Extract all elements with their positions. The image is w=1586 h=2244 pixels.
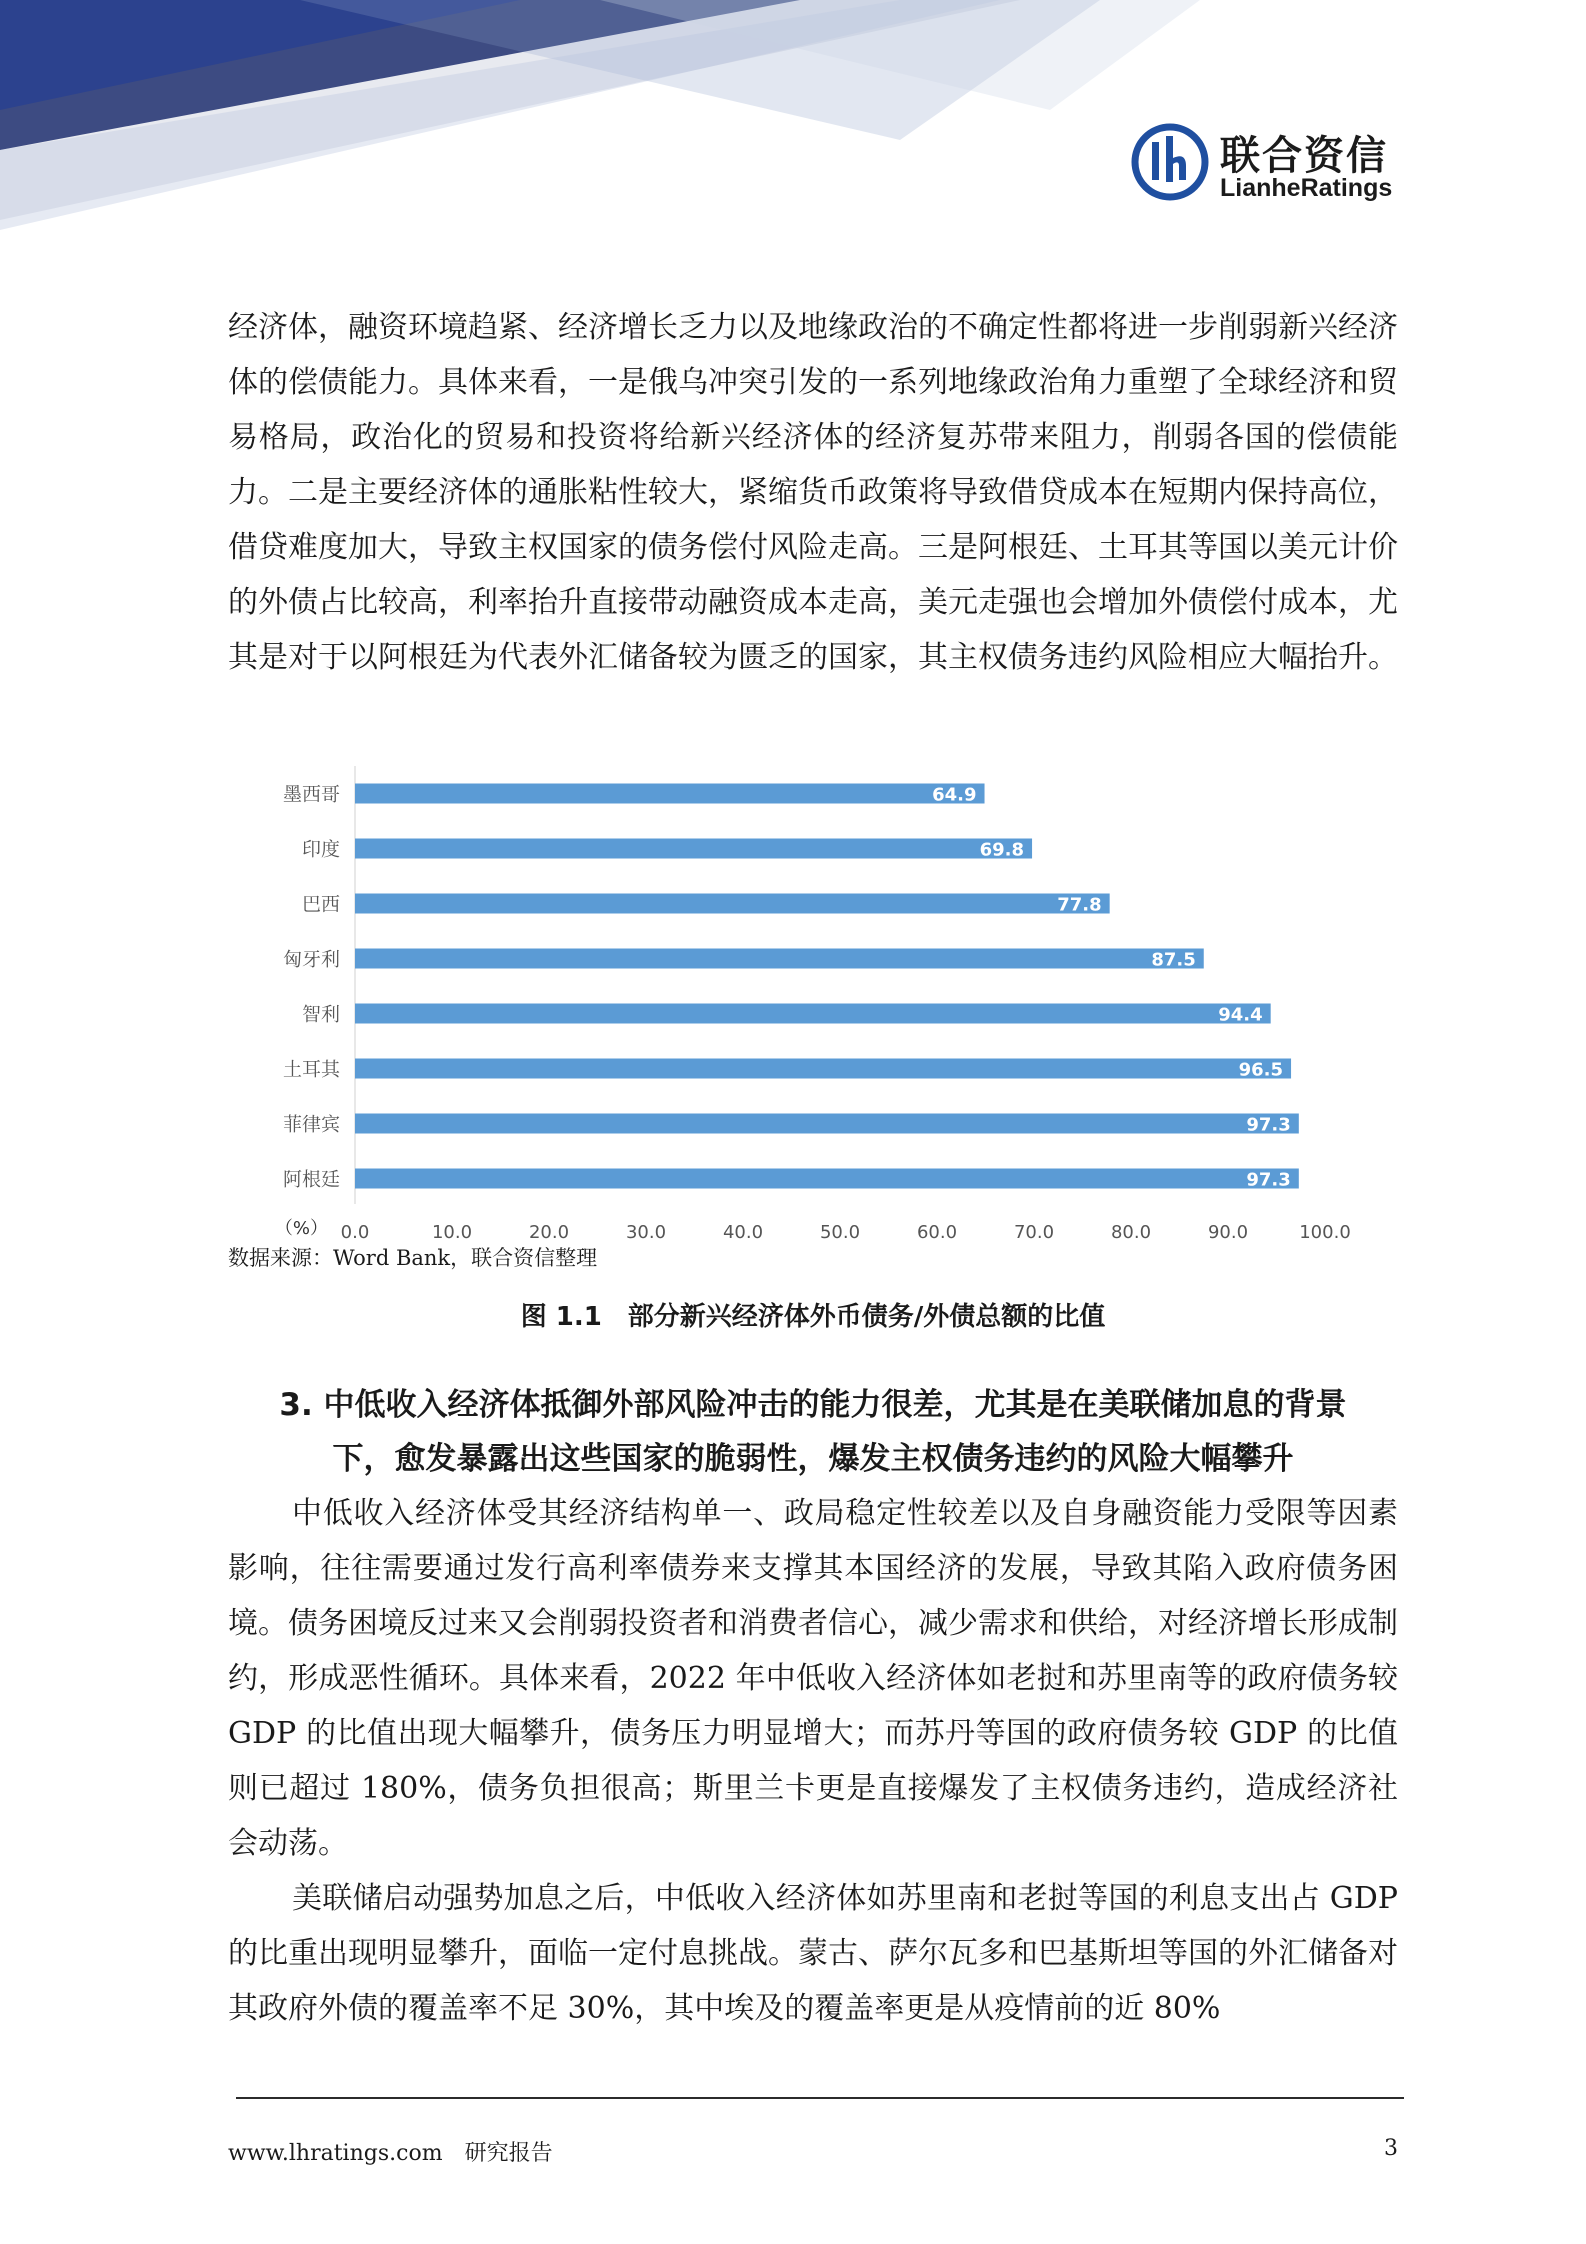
chart-category-label: 墨西哥 [282,783,340,806]
chart-category-label: 菲律宾 [282,1113,340,1136]
footer-label: 研究报告 [464,2141,553,2166]
logo-chinese-name: 联合资信 [1220,133,1388,179]
company-logo [1130,118,1420,218]
chart-x-tick-label: 60.0 [916,1222,958,1243]
section-heading-line-2: 下，愈发暴露出这些国家的脆弱性，爆发主权债务违约的风险大幅攀升 [332,1441,1294,1477]
chart-value-label: 97.3 [1246,1169,1291,1191]
chart-category-label: 巴西 [301,893,340,916]
figure-caption: 图 1.1 部分新兴经济体外币债务/外债总额的比值 [520,1302,1106,1332]
body-paragraph-1: 经济体，融资环境趋紧、经济增长乏力以及地缘政治的不确定性都将进一步削弱新兴经济体的偿债能力。具体来看，一是俄乌冲突引发的一系列地缘政治角力重塑了全球经济和贸易格局，政治化的贸易和投资将给新兴经济体的经济复苏带来阻力，削弱各国的偿债能力。二是主要经济体的通胀粘性较大，紧缩货币政策将导致借贷成本在短期内保持高位，借贷难度加大，导致主权国家的债务偿付风险走高。三是阿根廷、土耳其等国以美元计价的外债占比较高，利率抬升直接带动融资成本走高，美元走强也会增加外债偿付成本，尤其是对于以阿根廷为代表外汇储备较为匮乏的国家，其主权债务违约风险相应大幅抬升。 [228,310,1398,675]
chart-bar [355,1169,1299,1189]
chart-bars [355,784,1299,1191]
chart-bar [355,1059,1291,1079]
logo-english-name: LianheRatings [1220,174,1393,202]
chart-category-label: 智利 [301,1003,340,1026]
chart-category-label: 匈牙利 [282,948,340,971]
chart-unit-label: （%） [274,1218,328,1239]
footer-left [228,2136,575,2167]
footer-divider [236,2097,1404,2099]
footer-url-link[interactable]: www.lhratings.com [228,2141,443,2166]
chart-bar [355,839,1032,859]
chart-bar [355,1114,1299,1134]
section-heading-line-1: 3. 中低收入经济体抵御外部风险冲击的能力很差，尤其是在美联储加息的背景 [279,1387,1347,1423]
chart-x-tick-label: 20.0 [528,1222,570,1243]
chart-category-label: 阿根廷 [282,1168,340,1191]
chart-value-label: 97.3 [1246,1114,1291,1136]
chart-bar [355,949,1204,969]
chart-value-label: 69.8 [979,839,1025,861]
chart-x-tick-label: 80.0 [1110,1222,1152,1243]
data-source-note: 数据来源：Word Bank，联合资信整理 [228,1246,598,1270]
chart-x-tick-label: 70.0 [1013,1222,1055,1243]
body-paragraph-2: 中低收入经济体受其经济结构单一、政局稳定性较差以及自身融资能力受限等因素影响，往往需要通过发行高利率债券来支撑其本国经济的发展，导致其陷入政府债务困境。债务困境反过来又会削弱投资者和消费者信心，减少需求和供给，对经济增长形成制约，形成恶性循环。具体来看，2022 年中低收入经济体如老挝和苏里南等的政府债务较 GDP 的比值出现大幅攀升，债务压力明显增大；而苏丹等国的政府债务较 GDP 的比值则已超过 180%，债务负担很高；斯里兰卡更是直接爆发了主权债务违约，造成经济社会动荡。 [228,1496,1398,1861]
logo-mark-icon [1130,122,1210,202]
chart-bar [355,1004,1271,1024]
chart-x-tick-label: 40.0 [722,1222,764,1243]
chart-value-label: 94.4 [1218,1004,1263,1026]
chart-value-label: 87.5 [1151,949,1196,971]
page-number: 3 [1384,2136,1398,2161]
chart-value-label: 96.5 [1238,1059,1284,1081]
bar-chart [228,752,1398,1252]
chart-x-tick-label: 10.0 [431,1222,473,1243]
chart-bar [355,894,1110,914]
chart-x-tick-label: 30.0 [625,1222,667,1243]
chart-x-tick-label: 0.0 [340,1222,370,1243]
chart-bar [355,784,985,804]
chart-x-tick-label: 50.0 [819,1222,861,1243]
chart-category-label: 印度 [301,838,340,861]
chart-category-label: 土耳其 [282,1058,340,1081]
chart-value-label: 77.8 [1057,894,1102,916]
chart-x-tick-label: 90.0 [1207,1222,1249,1243]
section-heading [228,1378,1398,1486]
body-paragraph-3: 美联储启动强势加息之后，中低收入经济体如苏里南和老挝等国的利息支出占 GDP 的比重出现明显攀升，面临一定付息挑战。蒙古、萨尔瓦多和巴基斯坦等国的外汇储备对其政府外债的覆盖率不足 30%，其中埃及的覆盖率更是从疫情前的近 80% [228,1881,1398,2026]
chart-value-label: 64.9 [932,784,977,806]
chart-x-tick-label: 100.0 [1299,1222,1351,1243]
